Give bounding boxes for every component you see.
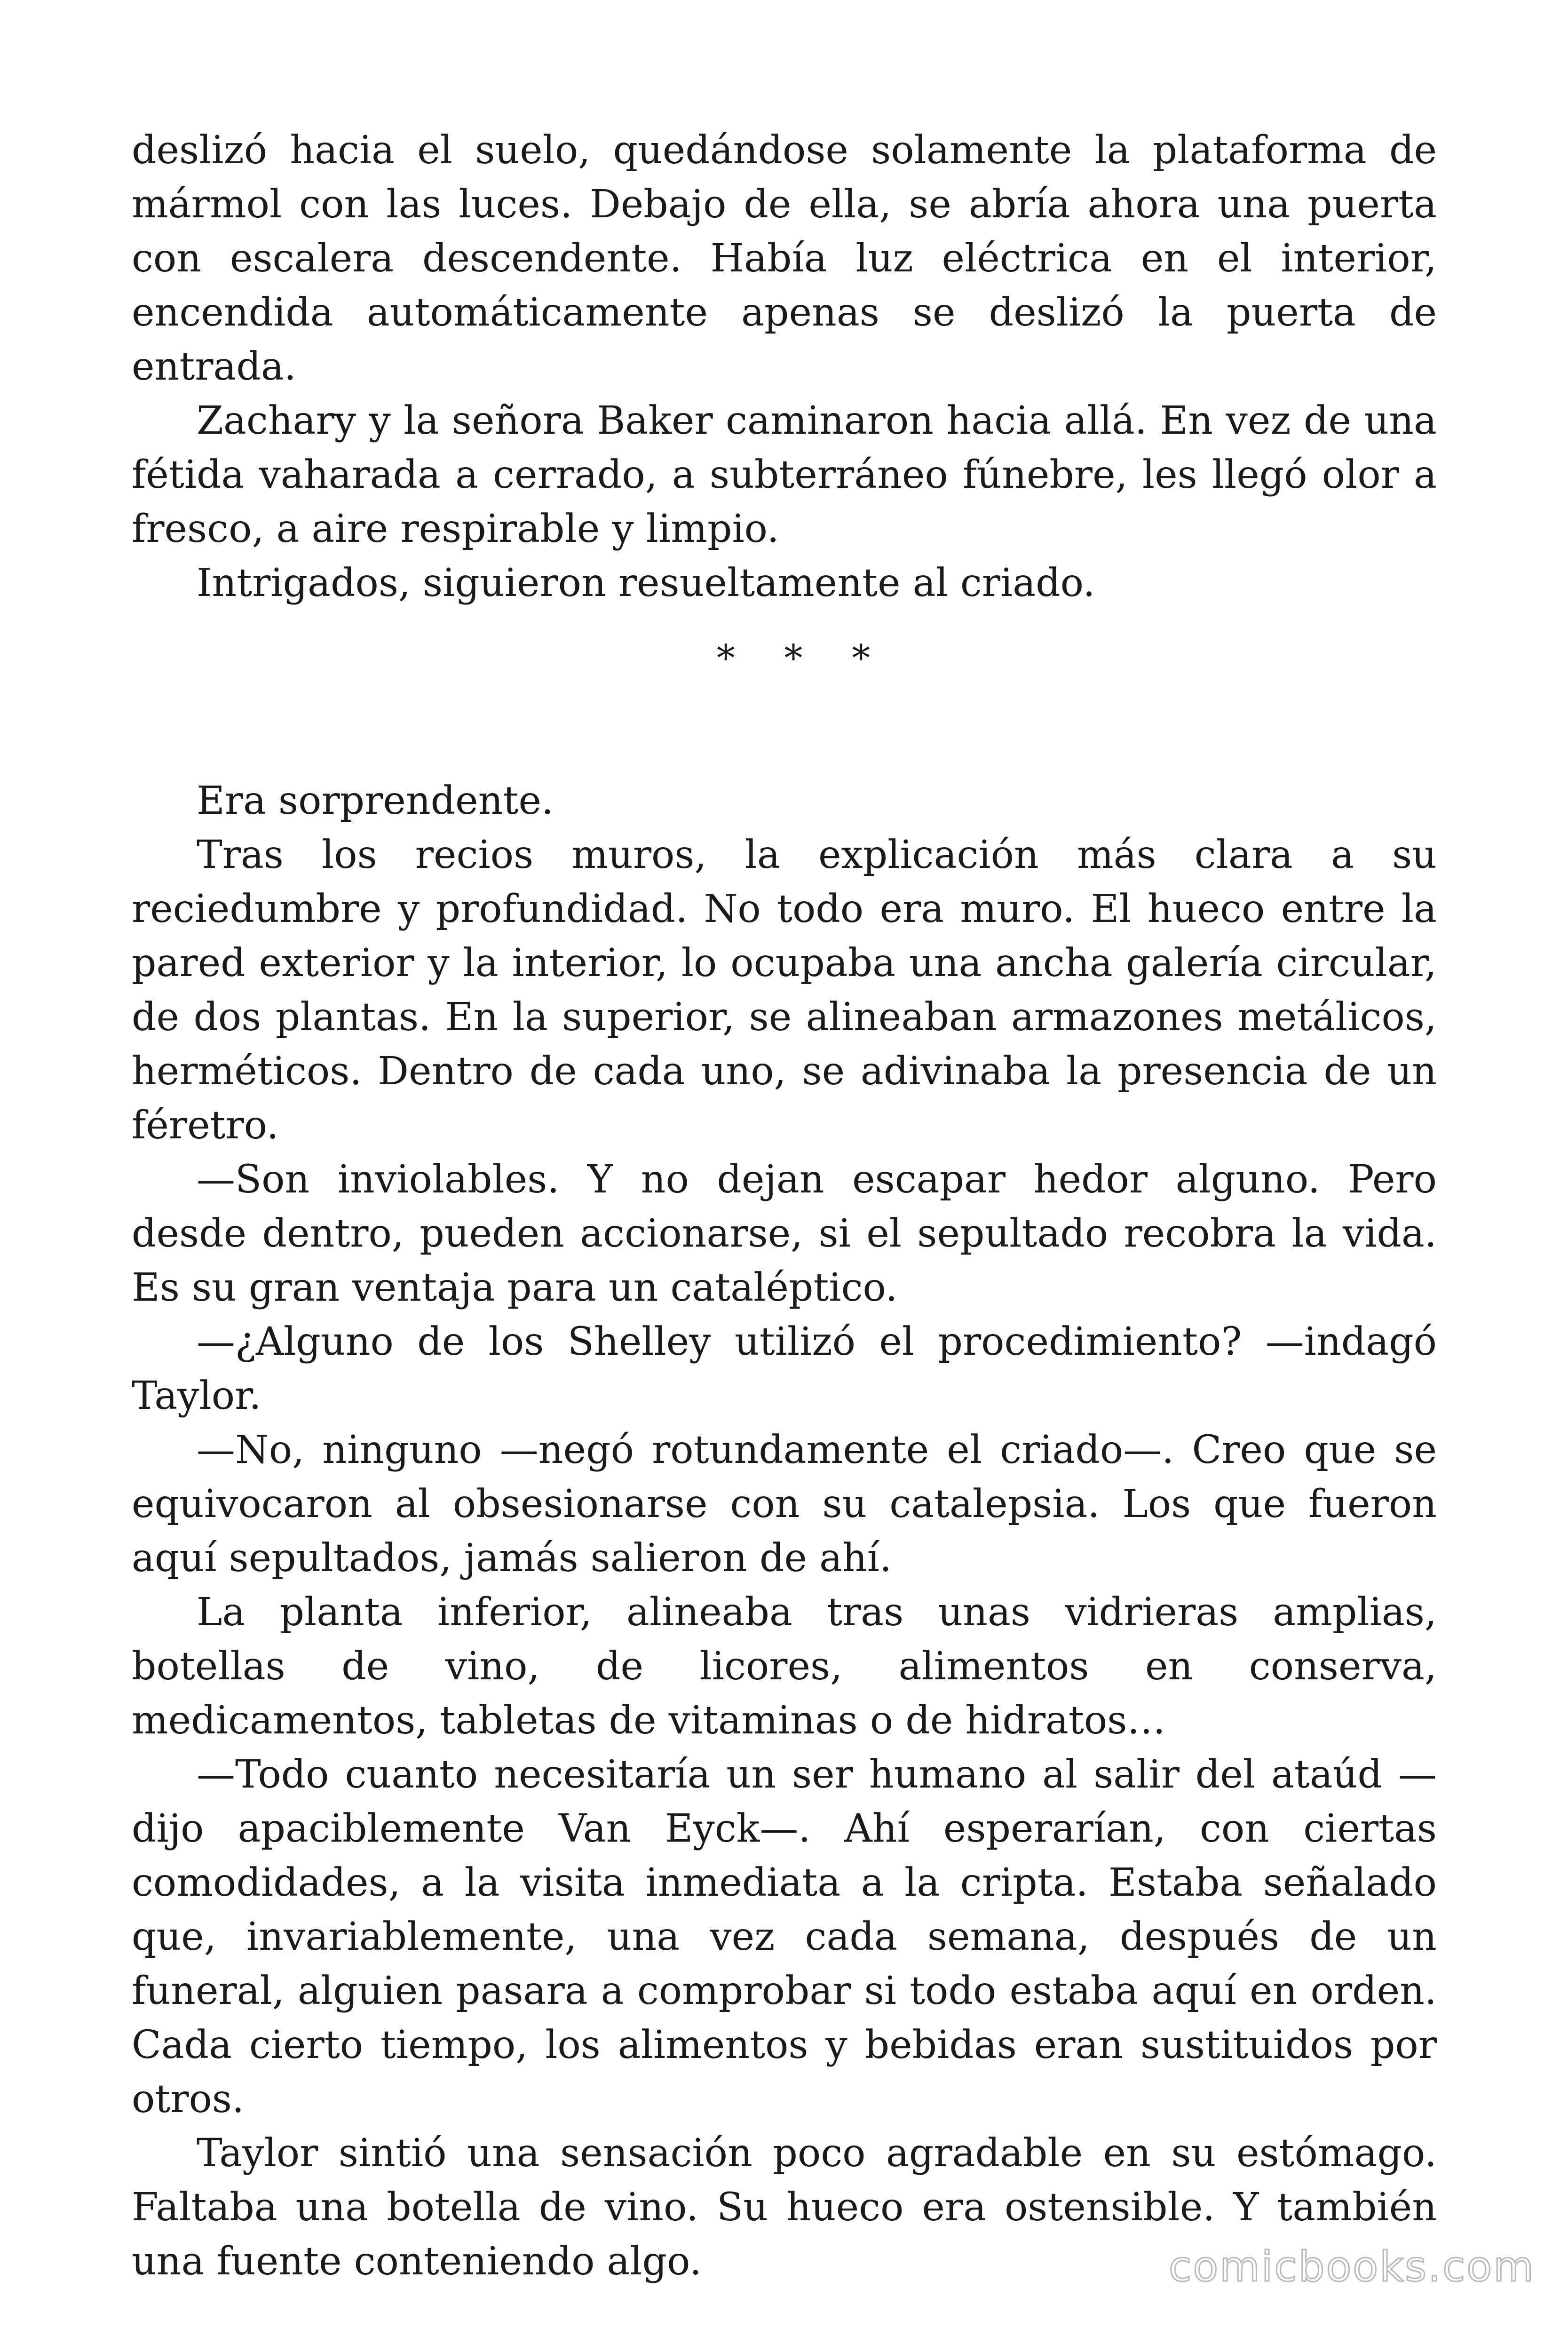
- paragraph: La planta inferior, alineaba tras unas vidrieras amplias, botellas de vino, de licores, alimentos en conserva, medicamentos, tabletas de vitaminas o de hidratos…: [132, 1590, 1437, 1743]
- watermark: comicbooks.com: [1168, 2242, 1535, 2291]
- paragraph: deslizó hacia el suelo, quedándose solamente la plataforma de mármol con las luces. Debajo de ella, se abría ahora una puerta con escalera descendente. Había luz eléctrica en el interior, encendida automáticamente apenas se deslizó la puerta de entrada.: [132, 128, 1437, 389]
- paragraph: —Son inviolables. Y no dejan escapar hedor alguno. Pero desde dentro, pueden accionarse, si el sepultado recobra la vida. Es su gran ventaja para un cataléptico.: [132, 1157, 1437, 1310]
- paragraph: Zachary y la señora Baker caminaron hacia allá. En vez de una fétida vaharada a cerrado, a subterráneo fúnebre, les llegó olor a fresco, a aire respirable y limpio.: [132, 398, 1437, 551]
- paragraph: Era sorprendente.: [197, 779, 554, 823]
- section-break: * * *: [716, 637, 889, 680]
- paragraph: —Todo cuanto necesitaría un ser humano al salir del ataúd —dijo apaciblemente Van Eyck—. Ahí esperarían, con ciertas comodidades, a la visita inmediata a la cripta. Estaba señalado que, invariablemente, una vez cada semana, después de un funeral, alguien pasara a comprobar si todo estaba aquí en orden. Cada cierto tiempo, los alimentos y bebidas eran sustituidos por otros.: [132, 1752, 1437, 2122]
- paragraph: Intrigados, siguieron resueltamente al criado.: [197, 561, 1095, 605]
- paragraph: —¿Alguno de los Shelley utilizó el procedimiento? —indagó Taylor.: [132, 1319, 1437, 1418]
- top-text-block: [132, 123, 1437, 610]
- paragraph: —No, ninguno —negó rotundamente el criado—. Creo que se equivocaron al obsesionarse con su catalepsia. Los que fueron aquí sepultados, jamás salieron de ahí.: [132, 1428, 1437, 1581]
- paragraph: Tras los recios muros, la explicación más clara a su reciedumbre y profundidad. No todo era muro. El hueco entre la pared exterior y la interior, lo ocupaba una ancha galería circular, de dos plantas. En la superior, se alineaban armazones metálicos, herméticos. Dentro de cada uno, se adivinaba la presencia de un féretro.: [132, 833, 1437, 1148]
- paragraph: Taylor sintió una sensación poco agradable en su estómago. Faltaba una botella de vino. Su hueco era ostensible. Y también una fuente conteniendo algo.: [132, 2131, 1437, 2284]
- bottom-text-block: [132, 774, 1437, 2288]
